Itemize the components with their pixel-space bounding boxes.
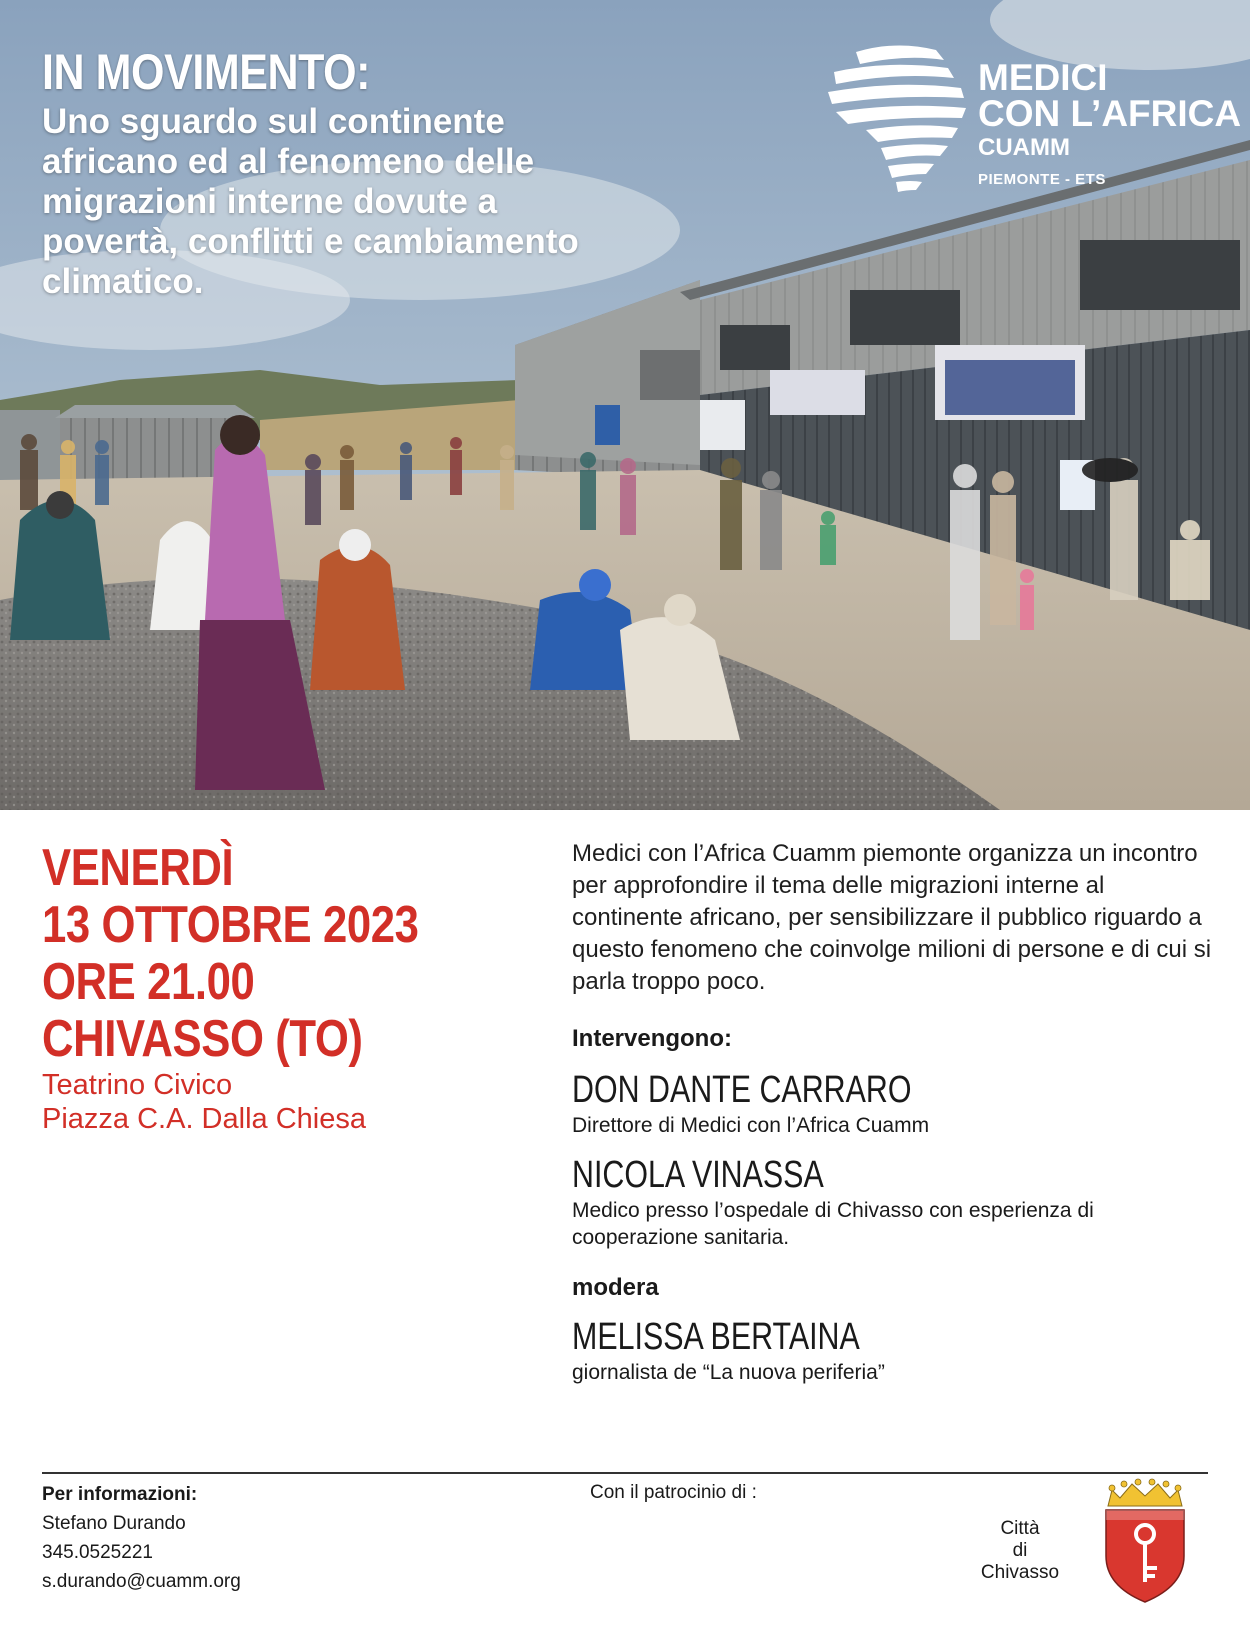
event-description: Medici con l’Africa Cuamm piemonte organizza un incontro per approfondire il tema delle migrazioni interne al continente africano, per sensibilizzare il pubblico riguardo a questo fenomeno che coinvolge milioni di persone e di cui si parla troppo poco. (572, 840, 1212, 995)
speaker-item (572, 1068, 1212, 1139)
moderator-role: giornalista de “La nuova periferia” (572, 1361, 885, 1384)
moderator-name: MELISSA BERTAINA (572, 1316, 860, 1358)
event-date: 13 OTTOBRE 2023 (42, 896, 419, 954)
contact-name: Stefano Durando (42, 1513, 186, 1534)
contact-info (42, 1480, 241, 1596)
city-name (960, 1518, 1080, 1584)
speaker-name: NICOLA VINASSA (572, 1154, 824, 1196)
hero-title-block (42, 44, 642, 302)
chivasso-crest-icon (1100, 1476, 1190, 1611)
event-city: CHIVASSO (TO) (42, 1010, 363, 1068)
event-subtitle: Uno sguardo sul continente africano ed al fenomeno delle migrazioni interne dovute a povertà, conflitti e cambiamento climatico. (42, 102, 579, 301)
africa-map-icon (826, 42, 976, 192)
city-line2: di (1012, 1540, 1028, 1561)
event-info (42, 840, 502, 1136)
info-label: Per informazioni: (42, 1484, 198, 1505)
event-address: Piazza C.A. Dalla Chiesa (42, 1103, 366, 1135)
logo-line3: CUAMM (978, 134, 1070, 161)
footer-divider (42, 1472, 1208, 1474)
logo-line4: PIEMONTE - ETS (978, 171, 1106, 188)
event-day: VENERDÌ (42, 839, 234, 897)
city-line3: Chivasso (980, 1562, 1060, 1583)
logo-line1: MEDICI (978, 57, 1108, 98)
cuamm-logo (826, 42, 1242, 202)
logo-line2: CON L’AFRICA (978, 93, 1242, 134)
event-time: ORE 21.00 (42, 953, 255, 1011)
speakers-label: Intervengono: (572, 1025, 732, 1052)
logo-text (978, 57, 1242, 190)
contact-email[interactable]: s.durando@cuamm.org (42, 1571, 241, 1592)
speaker-role: Medico presso l’ospedale di Chivasso con esperienza di cooperazione sanitaria. (572, 1199, 1094, 1249)
moderator-item (572, 1315, 1212, 1386)
speaker-name: DON DANTE CARRARO (572, 1069, 912, 1111)
event-title: IN MOVIMENTO: (42, 44, 371, 100)
city-line1: Città (1000, 1518, 1040, 1539)
speaker-item (572, 1153, 1212, 1251)
hero-photo (0, 0, 1250, 810)
patronage-label: Con il patrocinio di : (590, 1482, 757, 1503)
event-details (572, 838, 1212, 1386)
moderator-label: modera (572, 1274, 659, 1301)
speaker-role: Direttore di Medici con l’Africa Cuamm (572, 1114, 930, 1137)
contact-phone[interactable]: 345.0525221 (42, 1542, 153, 1563)
event-venue: Teatrino Civico (42, 1069, 233, 1101)
